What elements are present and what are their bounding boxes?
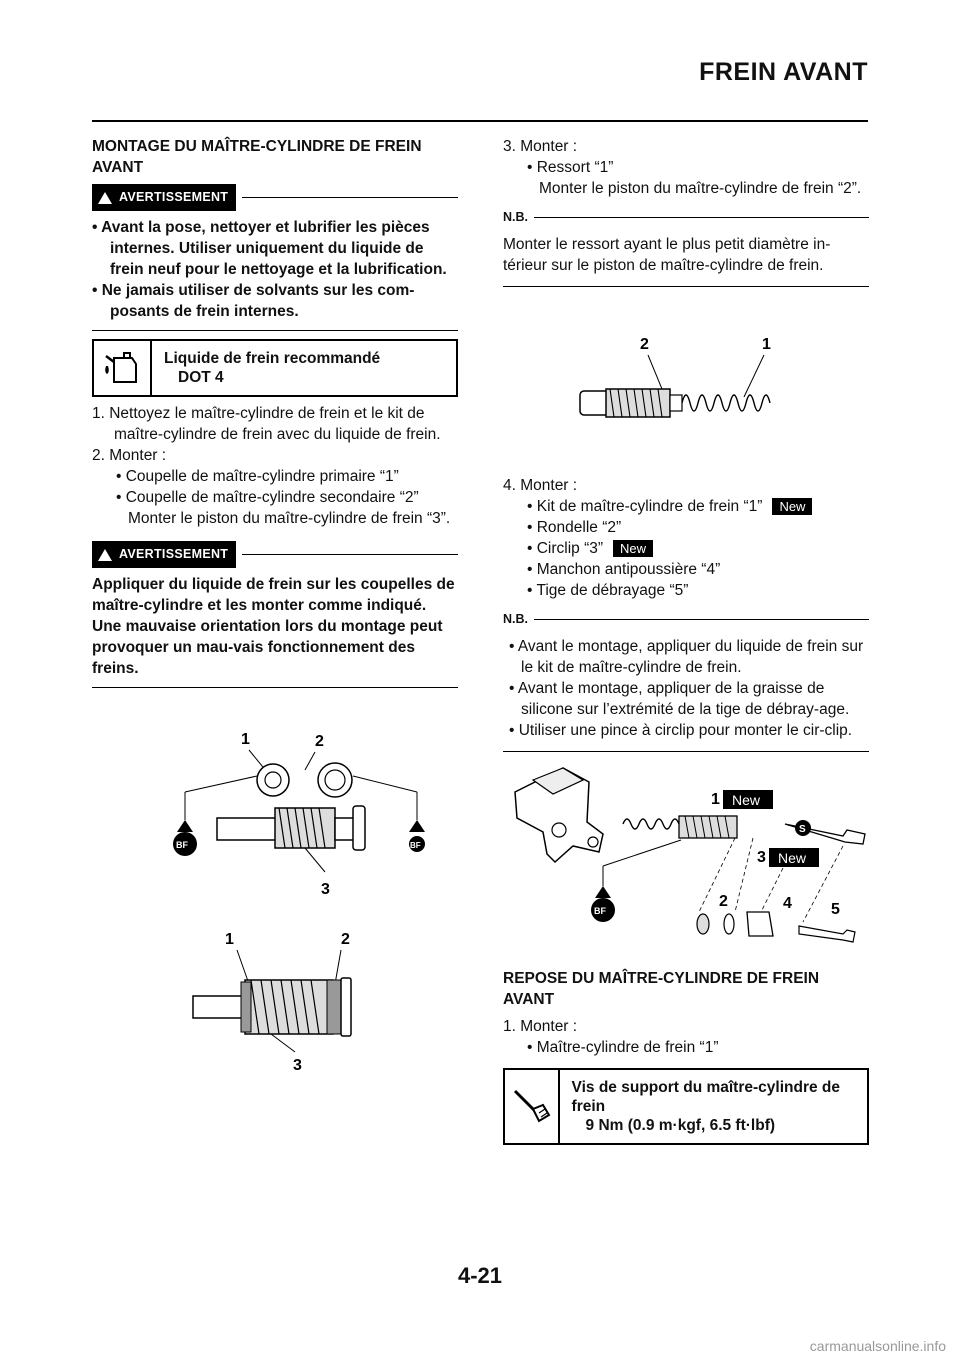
nb-end-rule — [503, 751, 869, 752]
steps-left — [92, 403, 458, 529]
header-rule — [92, 120, 868, 122]
steps-right-5 — [503, 1016, 869, 1058]
figure-spring-piston — [576, 331, 796, 461]
warning-end-rule — [92, 330, 458, 331]
spec-text — [152, 341, 388, 395]
left-column — [92, 136, 458, 1074]
step-1: 1. Nettoyez le maître-cylindre de frein et le kit de maître-cylindre de frein avec du liquide de frein. — [92, 405, 441, 443]
step-4-item-text: • Rondelle “2” — [527, 519, 622, 536]
step-4-item — [503, 559, 869, 580]
step-3: 3. Monter : — [503, 138, 578, 155]
nb-item: • Avant le montage, appliquer du liquide de frein sur le kit de maître-cylindre de frein. — [509, 638, 864, 676]
fig-d-label-5: 5 — [831, 901, 840, 918]
fig-a-label-3: 3 — [321, 881, 330, 898]
nb-label: N.B. — [503, 210, 528, 224]
warning-item: • Ne jamais utiliser de solvants sur les com-posants de frein internes. — [92, 282, 415, 320]
spec-box-brake-fluid — [92, 339, 458, 397]
right-column — [503, 136, 869, 1151]
step-4: 4. Monter : — [503, 477, 578, 494]
warning-line — [242, 554, 458, 555]
warning-badge — [92, 541, 236, 568]
warning-list-1 — [92, 217, 458, 322]
torque-wrench-icon — [505, 1070, 560, 1143]
steps-right-4 — [503, 475, 869, 601]
nb-text-1: Monter le ressort ayant le plus petit diamètre in-térieur sur le piston de maître-cylindre de frein. — [503, 236, 831, 274]
fig-c-label-2: 2 — [640, 336, 649, 353]
page-number: 4-21 — [457, 1263, 503, 1288]
section-heading-repose: REPOSE DU MAÎTRE-CYLINDRE DE FREIN AVANT — [503, 970, 820, 1008]
watermark: carmanualsonline.info — [809, 1338, 946, 1354]
spec-title: Liquide de frein recommandé — [164, 350, 381, 367]
bf-icon-label: BF — [176, 840, 188, 850]
fig-d-new-1: New — [732, 792, 761, 808]
fig-c-label-1: 1 — [762, 336, 771, 353]
step-4-item — [503, 538, 869, 559]
nb-line — [534, 217, 869, 218]
steps-right-3 — [503, 136, 869, 199]
nb-header-1 — [503, 207, 869, 228]
silicone-icon-label: S — [799, 824, 806, 835]
warning-badge — [92, 184, 236, 211]
step-5: 1. Monter : — [503, 1018, 578, 1035]
fig-a-label-2: 2 — [315, 733, 324, 750]
step-3-item: • Ressort “1” — [527, 159, 614, 176]
fig-d-new-3: New — [778, 850, 807, 866]
new-badge: New — [613, 540, 653, 557]
nb-label: N.B. — [503, 612, 528, 626]
step-2-item: • Coupelle de maître-cylindre secondaire “2” — [116, 489, 419, 506]
nb-header-2 — [503, 609, 869, 630]
fig-b-label-1: 1 — [225, 931, 234, 948]
step-4-item-text: • Tige de débrayage “5” — [527, 582, 689, 599]
new-badge: New — [772, 498, 812, 515]
fig-b-label-2: 2 — [341, 931, 350, 948]
nb-line — [534, 619, 869, 620]
fig-a-label-1: 1 — [241, 731, 250, 748]
fig-d-label-2: 2 — [719, 893, 728, 910]
nb-item: • Utiliser une pince à circlip pour monter le cir-clip. — [509, 722, 853, 739]
warning-text-2: Appliquer du liquide de frein sur les coupelles de maître-cylindre et les monter comme indiqué. Une mauvaise orientation lors du montage peut provoquer un mau-vais fonctionnement des freins. — [92, 576, 455, 677]
figure-cups-piston — [125, 722, 425, 902]
spec-box-torque — [503, 1068, 869, 1145]
figure-assembled-piston — [145, 924, 405, 1074]
step-4-item-text: • Kit de maître-cylindre de frein “1” — [527, 498, 763, 515]
step-5-item: • Maître-cylindre de frein “1” — [527, 1039, 719, 1056]
step-4-item-text: • Circlip “3” — [527, 540, 604, 557]
page-header-title: FREIN AVANT — [699, 58, 868, 86]
spec-value: DOT 4 — [178, 369, 224, 386]
warning-line — [242, 197, 458, 198]
fig-d-label-3: 3 — [757, 849, 766, 866]
spec-text — [560, 1070, 867, 1143]
step-4-item — [503, 580, 869, 601]
step-2-note: Monter le piston du maître-cylindre de frein “3”. — [128, 510, 451, 527]
warning-label: AVERTISSEMENT — [119, 190, 229, 204]
section-heading-montage: MONTAGE DU MAÎTRE-CYLINDRE DE FREIN AVANT — [92, 138, 422, 176]
step-4-item-text: • Manchon antipoussière “4” — [527, 561, 721, 578]
warning-label: AVERTISSEMENT — [119, 547, 229, 561]
warning-end-rule — [92, 687, 458, 688]
nb-item: • Avant le montage, appliquer de la graisse de silicone sur l’extrémité de la tige de débray-age. — [509, 680, 850, 718]
step-2-item: • Coupelle de maître-cylindre primaire “1” — [116, 468, 399, 485]
nb-list-2 — [503, 636, 869, 741]
warning-header-2 — [92, 541, 458, 568]
nb-end-rule — [503, 286, 869, 287]
warning-header-1 — [92, 184, 458, 211]
fig-d-label-1: 1 — [711, 791, 720, 808]
spec-title: Vis de support du maître-cylindre de frein — [571, 1079, 840, 1115]
fig-d-label-4: 4 — [783, 895, 792, 912]
step-4-item — [503, 496, 869, 517]
step-4-item — [503, 517, 869, 538]
spec-value: 9 Nm (0.9 m·kgf, 6.5 ft·lbf) — [585, 1117, 776, 1134]
bf-icon-label: BF — [410, 841, 421, 850]
bf-icon-label: BF — [594, 906, 606, 916]
step-2: 2. Monter : — [92, 447, 167, 464]
warning-item: • Avant la pose, nettoyer et lubrifier les pièces internes. Utiliser uniquement du liquide de frein neuf pour le nettoyage et la lubrification. — [92, 219, 447, 278]
figure-master-cylinder-exploded — [503, 762, 869, 958]
warning-triangle-icon — [98, 192, 112, 204]
warning-triangle-icon — [98, 549, 112, 561]
step-3-note: Monter le piston du maître-cylindre de frein “2”. — [539, 180, 862, 197]
fig-b-label-3: 3 — [293, 1057, 302, 1074]
oil-can-icon — [94, 341, 152, 395]
